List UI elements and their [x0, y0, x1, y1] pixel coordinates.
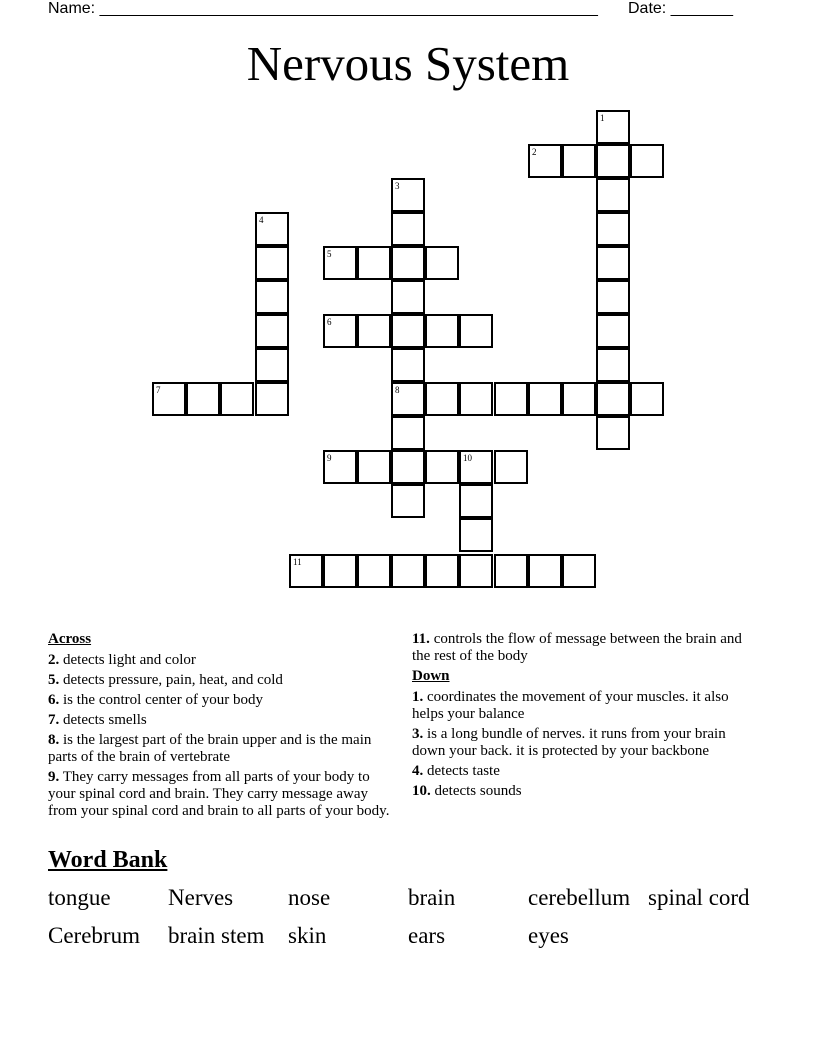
clue-down-10: 10. detects sounds — [412, 783, 522, 799]
grid-cell[interactable] — [596, 246, 630, 280]
grid-cell[interactable] — [289, 554, 323, 588]
word-bank-item: nose — [288, 885, 331, 910]
clue-number: 2 — [532, 147, 537, 157]
grid-cell[interactable] — [425, 554, 459, 588]
grid-cell[interactable] — [459, 554, 493, 588]
grid-cell[interactable] — [323, 246, 357, 280]
page-title: Nervous System — [246, 36, 570, 91]
grid-cell[interactable] — [357, 314, 391, 348]
word-bank-item: skin — [288, 923, 327, 948]
clue-number: 4 — [259, 215, 264, 225]
grid-cell[interactable] — [596, 178, 630, 212]
grid-cell[interactable] — [494, 382, 528, 416]
grid-cell[interactable] — [323, 450, 357, 484]
grid-cell[interactable] — [596, 382, 630, 416]
word-bank-item: tongue — [48, 885, 111, 910]
grid-cell[interactable] — [528, 144, 562, 178]
clue-across-6: 6. is the control center of your body — [48, 692, 263, 708]
grid-cell[interactable] — [357, 554, 391, 588]
grid-cell[interactable] — [528, 554, 562, 588]
clue-across-2: 2. detects light and color — [48, 652, 196, 668]
grid-cell[interactable] — [425, 314, 459, 348]
clue-across-8: 8. is the largest part of the brain upper and is the main parts of the brain of vertebrate — [48, 732, 372, 765]
grid-cell[interactable] — [596, 280, 630, 314]
grid-cell[interactable] — [186, 382, 220, 416]
grid-cell[interactable] — [220, 382, 254, 416]
grid-cell[interactable] — [391, 280, 425, 314]
date-field-label: Date: _______ — [628, 0, 733, 17]
clue-number: 7 — [156, 385, 161, 395]
clue-number: 6 — [327, 317, 332, 327]
word-bank-item: cerebellum — [528, 885, 631, 910]
name-field-label: Name: ________________________________________________________ — [48, 0, 598, 17]
across-heading: Across — [48, 631, 92, 647]
clue-number: 3 — [395, 181, 400, 191]
clue-across-7: 7. detects smells — [48, 712, 147, 728]
grid-cell[interactable] — [596, 144, 630, 178]
grid-cell[interactable] — [255, 382, 289, 416]
word-bank-title: Word Bank — [48, 847, 168, 873]
clues-left-column — [48, 631, 393, 823]
word-bank-item: brain stem — [168, 923, 265, 948]
grid-cell[interactable] — [630, 382, 664, 416]
grid-cell[interactable] — [323, 314, 357, 348]
grid-cell[interactable] — [391, 178, 425, 212]
clue-number: 1 — [600, 113, 605, 123]
grid-cell[interactable] — [391, 554, 425, 588]
word-bank-item: eyes — [528, 923, 569, 948]
grid-cell[interactable] — [255, 246, 289, 280]
grid-cell[interactable] — [255, 212, 289, 246]
clue-number: 11 — [293, 557, 302, 567]
grid-cell[interactable] — [562, 382, 596, 416]
clue-across-9: 9. They carry messages from all parts of your body to your spinal cord and brain. They carry message away from your spinal cord and brain to all parts of your body. — [48, 769, 390, 819]
grid-cell[interactable] — [391, 450, 425, 484]
grid-cell[interactable] — [459, 382, 493, 416]
grid-cell[interactable] — [152, 382, 186, 416]
grid-cell[interactable] — [596, 416, 630, 450]
grid-cell[interactable] — [391, 382, 425, 416]
grid-cell[interactable] — [630, 144, 664, 178]
grid-cell[interactable] — [494, 450, 528, 484]
clue-down-1: 1. coordinates the movement of your muscles. it also helps your balance — [412, 689, 729, 722]
grid-cell[interactable] — [391, 212, 425, 246]
grid-cell[interactable] — [391, 314, 425, 348]
grid-cell[interactable] — [323, 554, 357, 588]
word-bank-item: Nerves — [168, 885, 234, 910]
grid-cell[interactable] — [425, 382, 459, 416]
grid-cell[interactable] — [391, 484, 425, 518]
grid-cell[interactable] — [459, 484, 493, 518]
grid-cell[interactable] — [562, 144, 596, 178]
grid-cell[interactable] — [425, 246, 459, 280]
clues-right-column — [412, 631, 757, 803]
clue-number: 9 — [327, 453, 332, 463]
clue-down-3: 3. is a long bundle of nerves. it runs from your brain down your back. it is protected by your backbone — [412, 726, 726, 759]
grid-cell[interactable] — [562, 554, 596, 588]
grid-cell[interactable] — [459, 314, 493, 348]
grid-cell[interactable] — [528, 382, 562, 416]
grid-cell[interactable] — [596, 212, 630, 246]
word-bank-item: Cerebrum — [48, 923, 140, 948]
grid-cell[interactable] — [255, 280, 289, 314]
grid-cell[interactable] — [425, 450, 459, 484]
grid-cell[interactable] — [596, 314, 630, 348]
clue-down-4: 4. detects taste — [412, 763, 500, 779]
clue-across-11: 11. controls the flow of message between the brain and the rest of the body — [412, 631, 742, 664]
word-bank-item: spinal cord — [648, 885, 750, 910]
grid-cell[interactable] — [255, 348, 289, 382]
grid-cell[interactable] — [255, 314, 289, 348]
grid-cell[interactable] — [391, 416, 425, 450]
grid-cell[interactable] — [459, 450, 493, 484]
word-bank-item: ears — [408, 923, 446, 948]
grid-cell[interactable] — [357, 246, 391, 280]
clue-number: 5 — [327, 249, 332, 259]
grid-cell[interactable] — [596, 110, 630, 144]
grid-cell[interactable] — [357, 450, 391, 484]
grid-cell[interactable] — [391, 246, 425, 280]
clue-number: 10 — [463, 453, 472, 463]
grid-cell[interactable] — [391, 348, 425, 382]
clue-across-5: 5. detects pressure, pain, heat, and cold — [48, 672, 283, 688]
grid-cell[interactable] — [459, 518, 493, 552]
grid-cell[interactable] — [494, 554, 528, 588]
grid-cell[interactable] — [596, 348, 630, 382]
clue-number: 8 — [395, 385, 400, 395]
down-heading: Down — [412, 668, 450, 684]
word-bank-item: brain — [408, 885, 456, 910]
